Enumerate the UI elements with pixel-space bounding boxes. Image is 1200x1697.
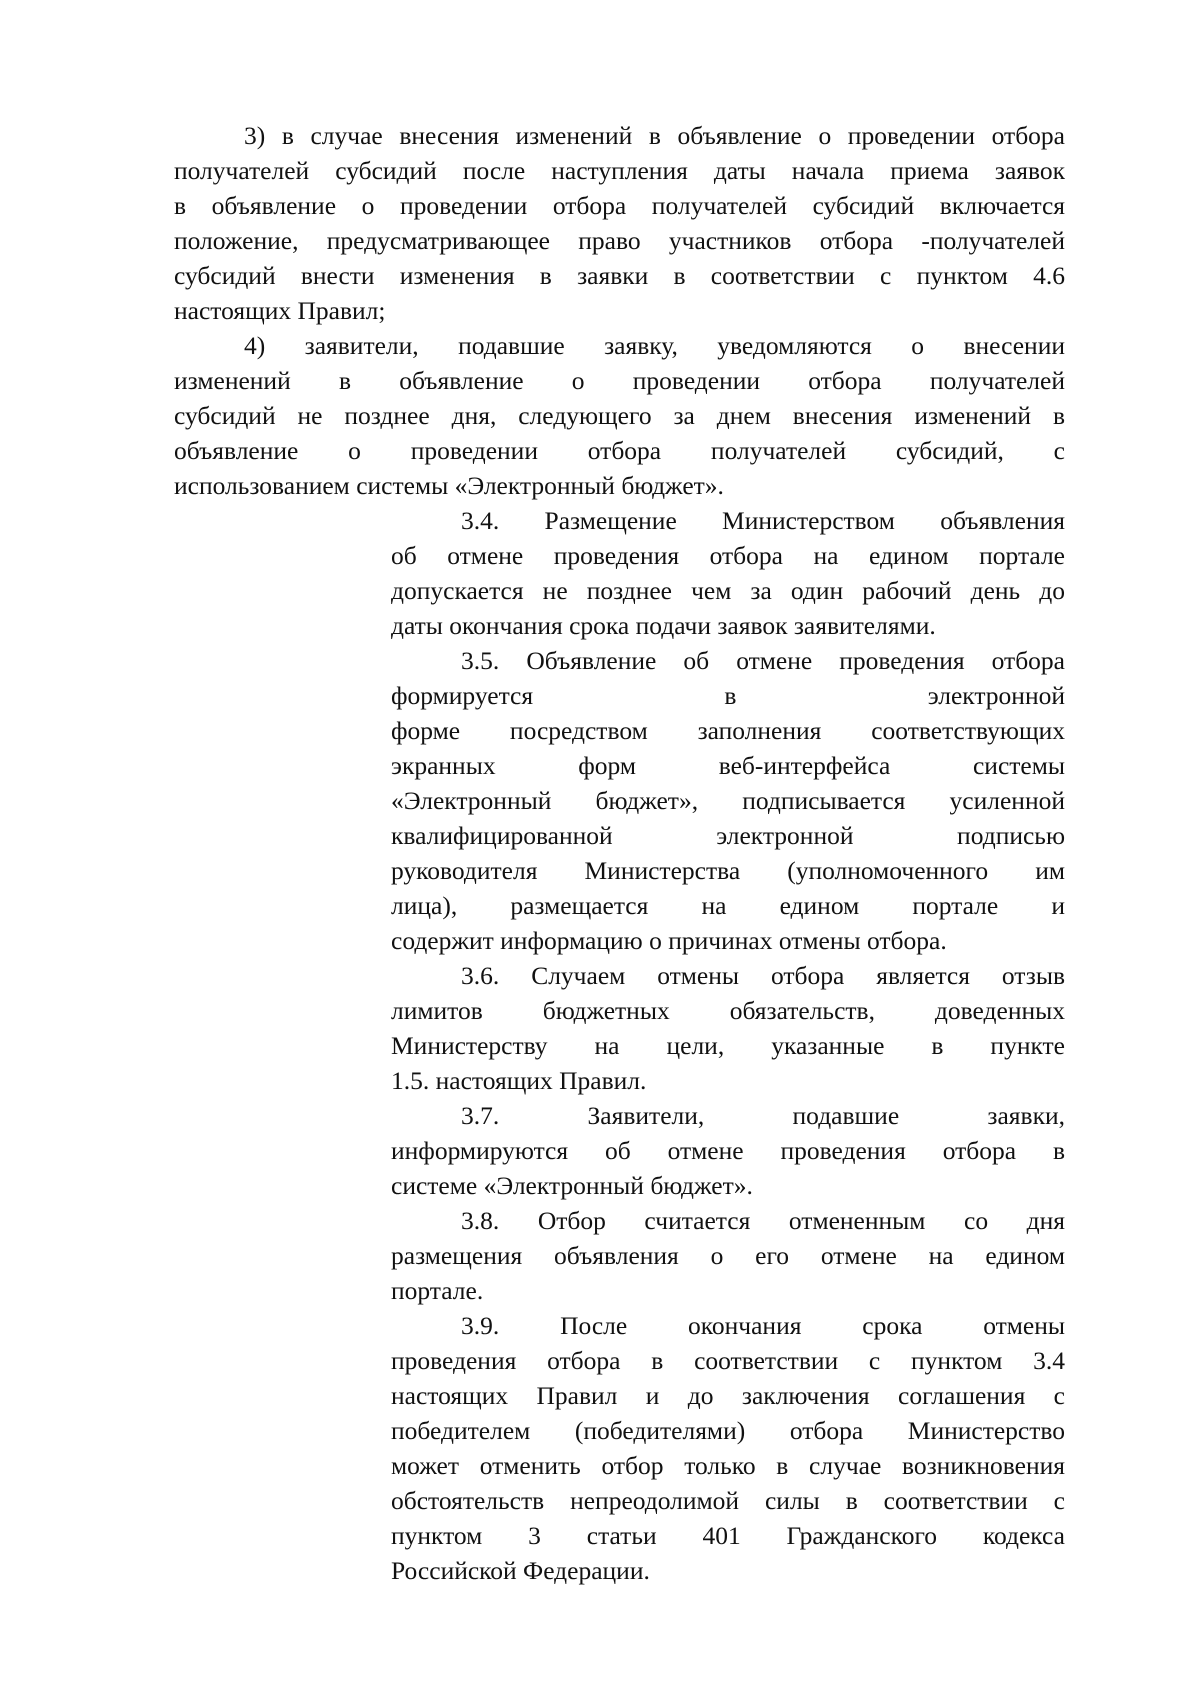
text-line: использованием системы «Электронный бюджет».: [174, 471, 724, 500]
text-line: даты окончания срока подачи заявок заявителями.: [391, 611, 936, 640]
text-line: в объявление о проведении отбора получателей субсидий включается: [174, 191, 1065, 220]
text-line: об отмене проведения отбора на едином портале: [391, 541, 1065, 570]
text-line: субсидий не позднее дня, следующего за днем внесения изменений в: [174, 401, 1065, 430]
text-line: формируется в электронной: [391, 681, 1065, 710]
text-line: допускается не позднее чем за один рабочий день до: [391, 576, 1065, 605]
text-line: 3.6. Случаем отмены отбора является отзыв: [461, 961, 1065, 990]
clause-3-6: [391, 958, 1065, 1098]
text-line: Российской Федерации.: [391, 1556, 650, 1585]
text-line: информируются об отмене проведения отбора в: [391, 1136, 1065, 1165]
text-line: «Электронный бюджет», подписывается усиленной: [391, 786, 1065, 815]
clause-3-7: [391, 1098, 1065, 1203]
text-line: Министерству на цели, указанные в пункте: [391, 1031, 1065, 1060]
text-line: лимитов бюджетных обязательств, доведенных: [391, 996, 1065, 1025]
text-line: содержит информацию о причинах отмены отбора.: [391, 926, 947, 955]
text-line: форме посредством заполнения соответствующих: [391, 716, 1065, 745]
text-line: 3.5. Объявление об отмене проведения отбора: [461, 646, 1065, 675]
text-line: 3.7. Заявители, подавшие заявки,: [461, 1101, 1065, 1130]
text-line: проведения отбора в соответствии с пунктом 3.4: [391, 1346, 1065, 1375]
text-line: может отменить отбор только в случае возникновения: [391, 1451, 1065, 1480]
clause-3-5: [391, 643, 1065, 958]
text-line: субсидий внести изменения в заявки в соответствии с пунктом 4.6: [174, 261, 1065, 290]
text-line: 3) в случае внесения изменений в объявление о проведении отбора: [244, 121, 1065, 150]
text-line: обстоятельств непреодолимой силы в соответствии с: [391, 1486, 1065, 1515]
text-line: настоящих Правил;: [174, 296, 386, 325]
text-line: изменений в объявление о проведении отбора получателей: [174, 366, 1065, 395]
clause-3-8: [391, 1203, 1065, 1308]
text-line: 4) заявители, подавшие заявку, уведомляются о внесении: [244, 331, 1065, 360]
text-line: портале.: [391, 1276, 484, 1305]
text-line: квалифицированной электронной подписью: [391, 821, 1065, 850]
text-line: системе «Электронный бюджет».: [391, 1171, 753, 1200]
text-line: положение, предусматривающее право участников отбора -получателей: [174, 226, 1065, 255]
text-line: руководителя Министерства (уполномоченного им: [391, 856, 1065, 885]
clause-3-9: [391, 1308, 1065, 1588]
text-line: 3.8. Отбор считается отмененным со дня: [461, 1206, 1065, 1235]
text-line: настоящих Правил и до заключения соглашения с: [391, 1381, 1065, 1410]
text-line: пунктом 3 статьи 401 Гражданского кодекса: [391, 1521, 1065, 1550]
text-line: 3.9. После окончания срока отмены: [461, 1311, 1065, 1340]
clause-3-4: [391, 503, 1065, 643]
text-line: победителем (победителями) отбора Министерство: [391, 1416, 1065, 1445]
text-line: объявление о проведении отбора получателей субсидий, с: [174, 436, 1065, 465]
list-item-3: [174, 118, 1065, 328]
text-line: лица), размещается на едином портале и: [391, 891, 1065, 920]
text-line: 1.5. настоящих Правил.: [391, 1066, 647, 1095]
text-line: 3.4. Размещение Министерством объявления: [461, 506, 1065, 535]
text-line: экранных форм веб-интерфейса системы: [391, 751, 1065, 780]
list-item-4: [174, 328, 1065, 503]
text-line: размещения объявления о его отмене на едином: [391, 1241, 1065, 1270]
text-line: получателей субсидий после наступления даты начала приема заявок: [174, 156, 1065, 185]
